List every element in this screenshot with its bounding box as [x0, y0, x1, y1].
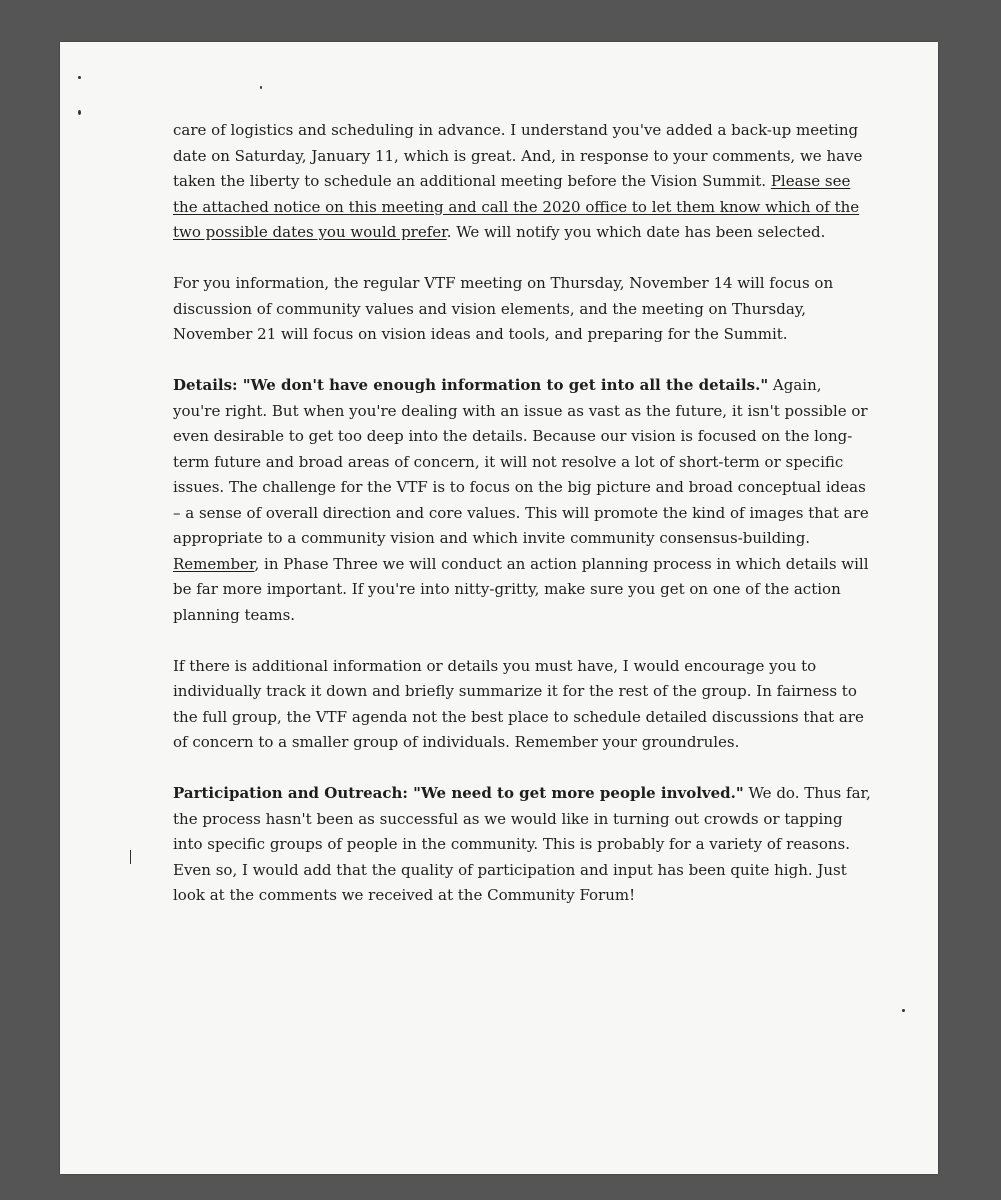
paragraph-meetings: For you information, the regular VTF meeting on Thursday, November 14 will focus on discussion of community values and vision elements, and the meeting on Thursday, November 21 will focus on vision ideas and tools, and preparing for the Summit. — [173, 274, 834, 343]
paragraph-logistics — [173, 118, 873, 246]
scan-speck — [78, 110, 81, 115]
paragraph-details-underlined: Remember — [173, 554, 255, 573]
paragraph-participation-body: We do. Thus far, the process hasn't been as successful as we would like in turning out crowds or tapping into specific groups of people in the community. This is probably for a variety of reasons. Even so, I would add that the quality of participation and input has been quite high. Just look at the comments we received at the Community Forum! — [173, 784, 871, 904]
scan-speck — [902, 1009, 905, 1012]
paragraph-logistics-tail: . We will notify you which date has been selected. — [446, 223, 826, 241]
document-page — [60, 42, 938, 1174]
paragraph-details-body: Again, you're right. But when you're dealing with an issue as vast as the future, it isn't possible or even desirable to get too deep into the details. Because our vision is focused on the long-term future and broad areas of concern, it will not resolve a lot of short-term or specific issues. The challenge for the VTF is to focus on the big picture and broad conceptual ideas – a sense of overall direction and core values. This will promote the kind of images that are appropriate to a community vision and which invite community consensus-building. — [173, 376, 869, 547]
paragraph-logistics-lead: care of logistics and scheduling in advance. I understand you've added a back-up meeting date on Saturday, January 11, which is great. And, in response to your comments, we have taken the liberty to schedule an additional meeting before the Vision Summit. — [173, 121, 863, 190]
paragraph-details — [173, 373, 873, 628]
paragraph-details-tail: , in Phase Three we will conduct an action planning process in which details will be far more important. If you're into nitty-gritty, make sure you get on one of the action planning teams. — [173, 554, 869, 624]
letter-body — [173, 118, 873, 934]
paragraph-participation — [173, 781, 873, 909]
scan-speck — [260, 86, 262, 89]
paragraph-logistics-underlined: Please see the attached notice on this meeting and call the 2020 office to let them know which of the two possible dates you would prefer — [173, 172, 860, 241]
paragraph-additional-info: If there is additional information or details you must have, I would encourage you to individually track it down and briefly summarize it for the rest of the group. In fairness to the full group, the VTF agenda not the best place to schedule detailed discussions that are of concern to a smaller group of individuals. Remember your groundrules. — [173, 656, 864, 751]
scan-speck — [130, 850, 131, 864]
paragraph-details-heading: Details: "We don't have enough information to get into all the details." — [173, 376, 769, 394]
scan-speck — [78, 76, 81, 79]
paragraph-participation-heading: Participation and Outreach: "We need to get more people involved." — [173, 784, 744, 802]
